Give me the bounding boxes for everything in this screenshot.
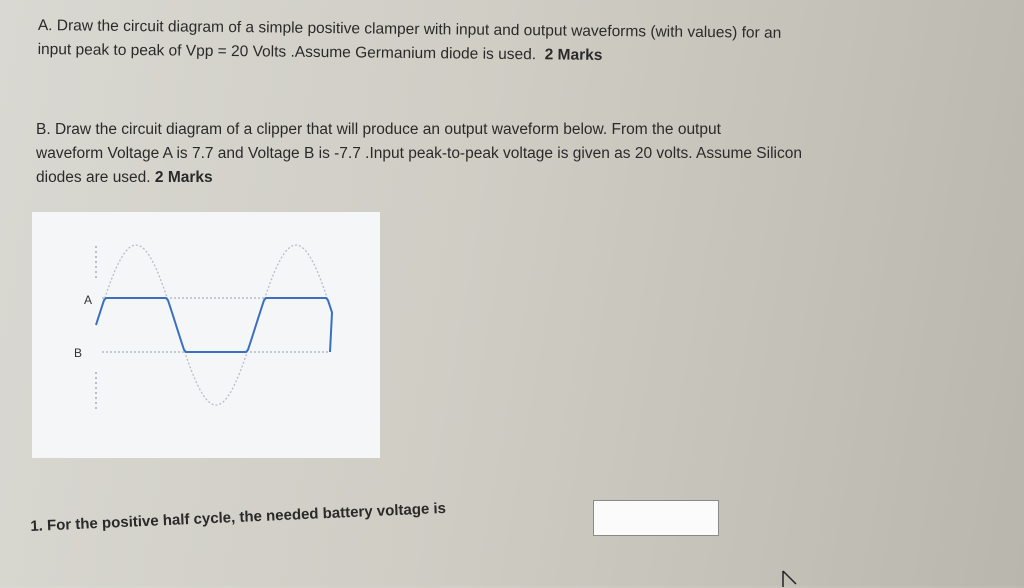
question-b-line-2: waveform Voltage A is 7.7 and Voltage B is -7.7 .Input peak-to-peak voltage is given as 20 volts. Assume Silicon [36, 145, 802, 162]
question-b [36, 118, 996, 190]
label-a: A [84, 293, 93, 307]
question-a-marks: 2 Marks [544, 46, 603, 64]
input-sine-wave [96, 245, 332, 405]
mouse-cursor-icon [782, 570, 804, 588]
question-b-marks: 2 Marks [154, 169, 213, 186]
question-a-text: input peak to peak of Vpp = 20 Volts .Assume Germanium diode is used. [37, 40, 537, 64]
question-b-line-3 [36, 166, 996, 190]
question-b-text: diodes are used. [36, 169, 151, 186]
battery-voltage-answer-input[interactable] [593, 500, 719, 536]
clipper-waveform-figure [32, 212, 380, 458]
clipped-output-wave [96, 298, 332, 352]
question-b-line-1: B. Draw the circuit diagram of a clipper that will produce an output waveform below. From the output [36, 121, 721, 138]
question-a-line-1: A. Draw the circuit diagram of a simple positive clamper with input and output waveforms (with values) for an [37, 16, 782, 42]
sub-question-1: 1. For the positive half cycle, the needed battery voltage is [30, 499, 447, 535]
waveform-svg [32, 212, 380, 458]
question-a [37, 14, 977, 72]
label-b: B [74, 346, 83, 360]
